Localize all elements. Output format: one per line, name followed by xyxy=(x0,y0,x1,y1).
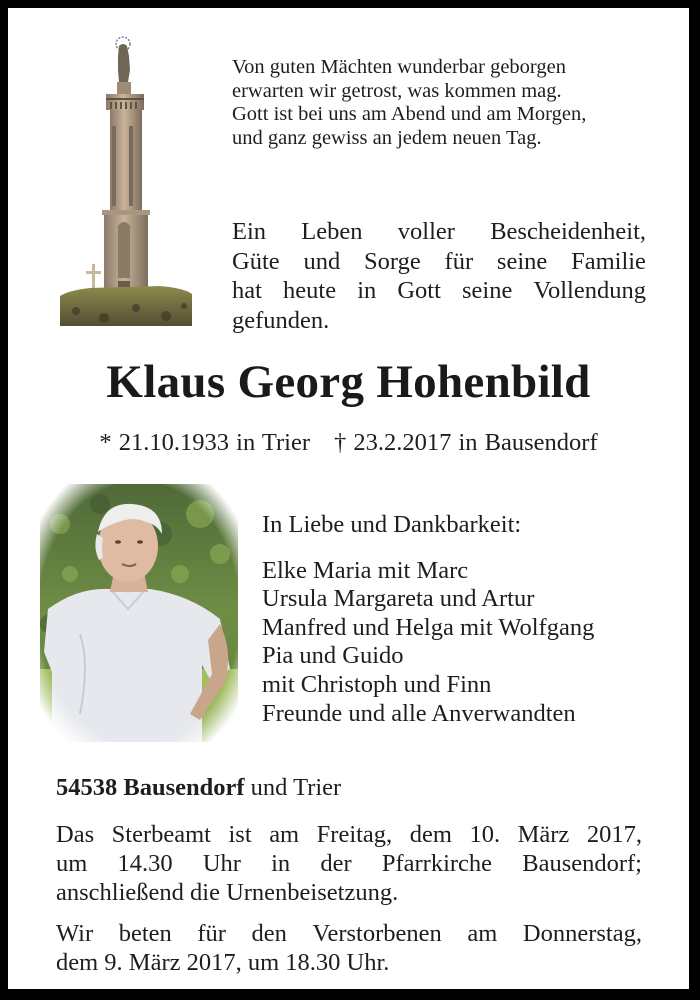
birth-date: * 21.10.1933 in Trier xyxy=(99,429,310,456)
service-line: anschließend die Urnenbeisetzung. xyxy=(56,879,399,906)
family-list xyxy=(262,511,682,728)
family-member: mit Christoph und Finn xyxy=(262,670,492,698)
location-rest: und Trier xyxy=(244,774,342,801)
family-member: Elke Maria mit Marc xyxy=(262,556,469,584)
tribute-line: gefunden. xyxy=(232,306,330,334)
service-line: dem 9. März 2017, um 18.30 Uhr. xyxy=(56,949,390,976)
poem-line: erwarten wir getrost, was kommen mag. xyxy=(232,79,562,102)
service-line: um 14.30 Uhr in der Pfarrkirche Bausendorf; xyxy=(56,850,642,877)
tower-illustration-icon xyxy=(56,26,196,326)
poem-line: Von guten Mächten wunderbar geborgen xyxy=(232,56,566,78)
tribute-text xyxy=(232,217,646,335)
deceased-name: Klaus Georg Hohenbild xyxy=(106,356,591,408)
family-member: Freunde und alle Anverwandten xyxy=(262,699,576,727)
obituary-notice xyxy=(8,8,689,989)
poem-line: Gott ist bei uns am Abend und am Morgen, xyxy=(232,103,587,126)
death-date: † 23.2.2017 in Bausendorf xyxy=(333,429,598,456)
tribute-line: hat heute in Gott seine Vollendung xyxy=(232,277,646,304)
tribute-line: Güte und Sorge für seine Familie xyxy=(232,247,646,275)
poem-line: und ganz gewiss an jedem neuen Tag. xyxy=(232,126,542,149)
portrait-photo-icon xyxy=(40,484,238,742)
family-member: Manfred und Helga mit Wolfgang xyxy=(262,613,595,641)
prayer-paragraph xyxy=(56,919,642,977)
requiem-paragraph xyxy=(56,820,642,907)
family-intro: In Liebe und Dankbarkeit: xyxy=(262,511,522,538)
family-member: Ursula Margareta und Artur xyxy=(262,585,535,613)
service-line: Wir beten für den Verstorbenen am Donnerstag, xyxy=(56,920,642,947)
service-line: Das Sterbeamt ist am Freitag, dem 10. März 2017, xyxy=(56,821,642,848)
tribute-line: Ein Leben voller Bescheidenheit, xyxy=(232,218,646,245)
location-postcode-town: 54538 Bausendorf xyxy=(56,774,245,801)
service-info xyxy=(56,820,642,977)
poem-quote xyxy=(232,56,652,150)
family-member: Pia und Guido xyxy=(262,642,404,670)
family-location xyxy=(56,773,341,803)
life-dates xyxy=(8,428,689,458)
